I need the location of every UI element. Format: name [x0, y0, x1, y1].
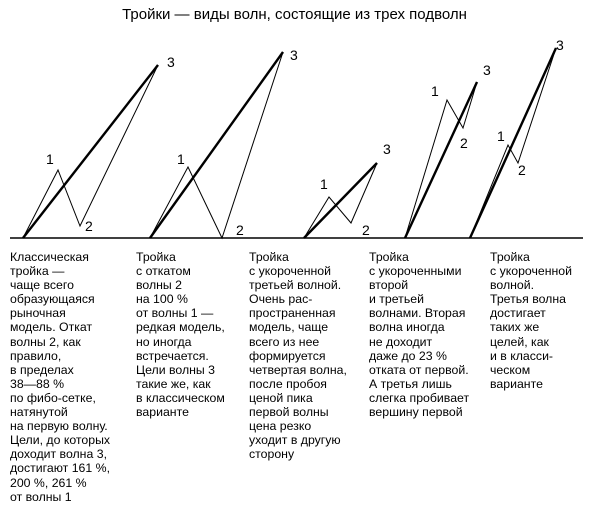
panel-3-label-2: 2 [362, 222, 370, 238]
panel-3-wave [304, 141, 391, 238]
panel-1-wave [23, 54, 175, 238]
panel-5-label-2: 2 [518, 162, 526, 178]
panel-5-label-1: 1 [497, 128, 505, 144]
panel-4-wave [405, 62, 491, 238]
panel-4-label-2: 2 [460, 135, 468, 151]
panel-2-label-3: 3 [290, 47, 298, 63]
diagram-title: Тройки — виды волн, состоящие из трех подволн [122, 6, 467, 23]
panel-2-description: Тройка с откатом волны 2 на 100 % от волны 1 — редкая модель, но иногда встречается. Цели волны 3 такие же, как в классическом варианте [136, 250, 225, 420]
panel-1-label-2: 2 [85, 218, 93, 234]
panel-5-description: Тройка с укороченной волной. Третья волна достигает таких же целей, как и в класси- ческом варианте [490, 250, 573, 391]
panel-1-label-3: 3 [167, 54, 175, 70]
panel-2-wave [150, 47, 298, 238]
panel-5-label-3: 3 [556, 37, 564, 53]
panel-3-label-3: 3 [383, 141, 391, 157]
panel-4-description: Тройка с укороченными второй и третьей волнами. Вторая волна иногда не доходит даже до 23 % отката от первой. А третья лишь слегка пробивает вершину первой [369, 250, 470, 420]
panel-1-trend-line [23, 65, 158, 238]
panel-1-description: Классическая тройка — чаще всего образующаяся рыночная модель. Откат волны 2, как правило, в пределах 38—88 % по фибо-сетке, натянутой на первую волну. Цели, до которых доходит волна 3, достигают 161 %, 200 %, 261 % от волны 1 [10, 250, 111, 504]
panel-4-label-1: 1 [431, 83, 439, 99]
panel-4-label-3: 3 [483, 62, 491, 78]
panel-3-description: Тройка с укороченной третьей волной. Очень рас- пространенная модель, чаще всего из нее формируется четвертая волна, после пробоя ценой пика первой волны цена резко уходит в другую сторону [249, 250, 347, 462]
panel-2-trend-line [150, 52, 283, 238]
panel-4-trend-line [405, 82, 477, 238]
panel-2-label-1: 1 [177, 151, 185, 167]
panel-1-label-1: 1 [46, 151, 54, 167]
panel-2-label-2: 2 [236, 222, 244, 238]
panel-3-label-1: 1 [320, 176, 328, 192]
